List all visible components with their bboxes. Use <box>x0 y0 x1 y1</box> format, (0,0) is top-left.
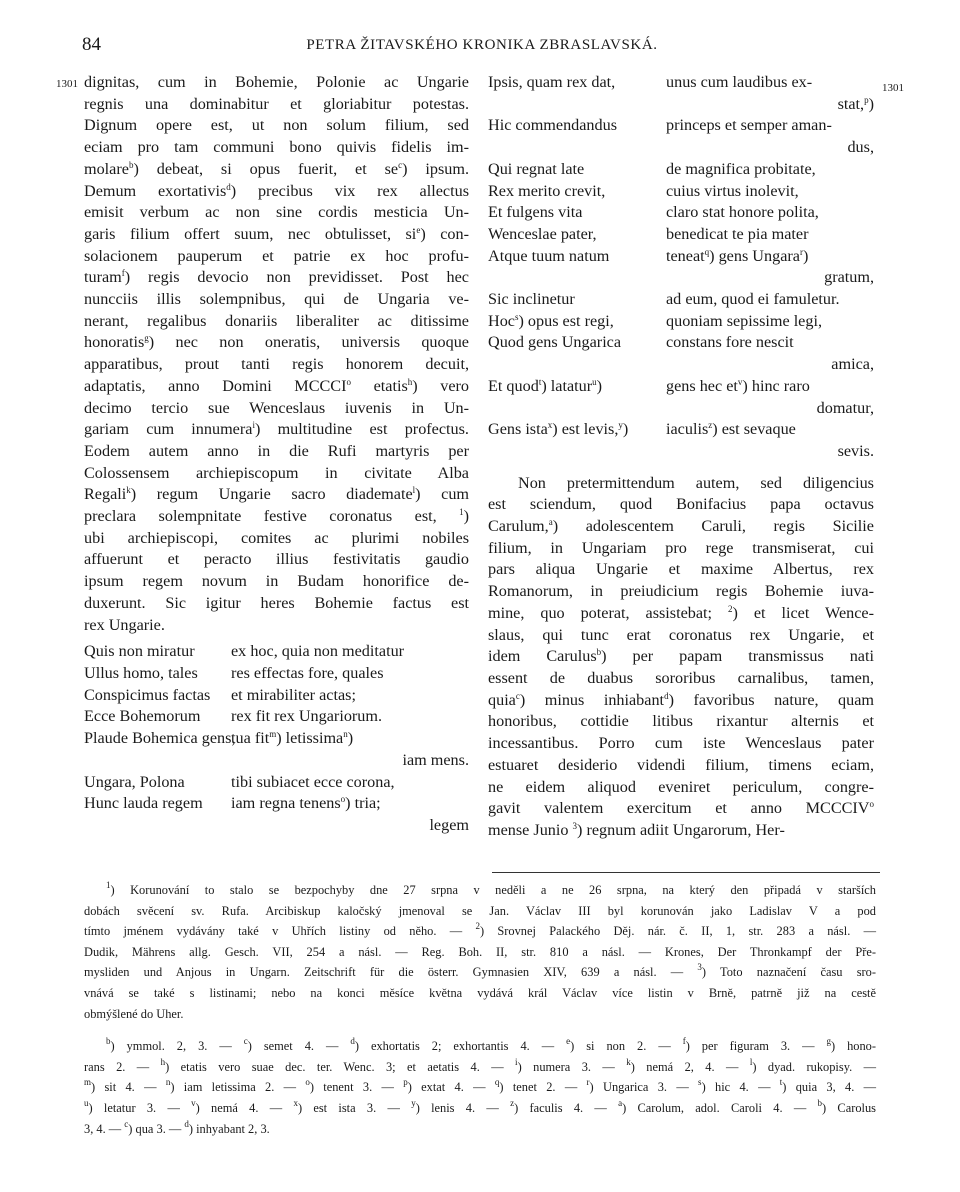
verse-first-half: Ecce Bohemorum <box>84 707 201 726</box>
verse-second-half: constans fore nescit <box>666 333 794 352</box>
page-header <box>82 34 882 60</box>
verse-first-half: Plaude Bohemica gens, <box>84 729 236 748</box>
verse-first-half: Rex merito crevit, <box>488 181 606 200</box>
footnote-line: $^b$) ymmol. 2, 3. — $^c$) semet 4. — $^d$) exhortatis 2; exhortantis 4. — $^e$) si non 2. — $^f$) per figuram 3. — $^g$) hono- <box>106 1036 876 1054</box>
text-line: eciam pro tam communi bono quivis fidelis im- <box>84 138 469 157</box>
verse-line <box>488 289 874 311</box>
verse-runover: sevis. <box>837 441 874 460</box>
footnote-line: $^1$) Korunování to stalo se bezpochyby dne 27 srpna v neděli a ne 26 srpna, na který den připadá v starších <box>106 880 876 897</box>
text-line: adaptatis, anno Domini MCCCI$^o$ etatis$^h$) vero <box>84 376 470 395</box>
text-line: filium, in Ungariam pro rege transmiserat, cui <box>488 538 874 557</box>
verse-line <box>488 376 874 398</box>
verse-line <box>84 706 469 728</box>
verse-line <box>488 332 874 354</box>
verse-runover: dus, <box>847 138 874 157</box>
margin-year-left: 1301 <box>56 78 78 90</box>
text-line: quia$^c$) minus inhiabant$^d$) favoribus nature, quam <box>488 690 875 709</box>
text-line: rex Ungarie. <box>84 615 165 634</box>
text-line: est sciendum, quod Bonifacius papa octavus <box>488 495 874 514</box>
verse-line <box>84 641 469 663</box>
text-line: affuerunt et peracto illius festivitatis gaudio <box>84 550 469 569</box>
footnote-line: $^u$) letatur 3. — $^v$) nemá 4. — $^x$) est ista 3. — $^y$) lenis 4. — $^z$) faculis 4. — $^a$) Carolum, adol. Caroli 4. — $^b$) Carolus <box>84 1097 876 1115</box>
text-line: idem Carulus$^b$) per papam transmissus nati <box>488 647 874 666</box>
text-line: decimo tercio sue Wenceslaus iuvenis in Un- <box>84 398 469 417</box>
footnote-rule <box>492 872 880 873</box>
verse-second-half: iaculis$^z$) est sevaque <box>666 420 796 439</box>
verse-second-half: benedicat te pia mater <box>666 224 809 243</box>
commentary-notes <box>84 880 876 1024</box>
text-line: mine, quo poterat, assistebat; $^2$) et licet Wence- <box>488 603 874 622</box>
text-line: Colossensem archiepiscopum in civitate Alba <box>84 463 469 482</box>
text-line: regnis una dominabitur et gloriabitur potestas. <box>84 94 469 113</box>
verse-line <box>84 772 469 794</box>
verse-first-half: Quod gens Ungarica <box>488 333 622 352</box>
verse-second-half: rex fit rex Ungariorum. <box>231 707 383 726</box>
text-line: slaus, qui tunc erat coronatus rex Ungarie, et <box>488 625 874 644</box>
verse-first-half: Ullus homo, tales <box>84 663 198 682</box>
verse-first-half: Hic commendandus <box>488 116 618 135</box>
verse-second-half: iam regna tenens$^o$) tria; <box>231 794 381 813</box>
verse-first-half: Quis non miratur <box>84 642 195 661</box>
verse-second-half: tua fit$^m$) letissima$^n$) <box>231 729 354 748</box>
text-line: duxerunt. Sic igitur heres Bohemie factus est <box>84 593 469 612</box>
verse-line <box>488 419 874 441</box>
text-line: Carulum,$^a$) adolescentem Caruli, regis Sicilie <box>488 517 874 536</box>
verse-second-half: princeps et semper aman- <box>666 116 832 135</box>
verse-second-half: unus cum laudibus ex- <box>666 73 813 91</box>
verse-runover: gratum, <box>824 268 874 287</box>
verse-line <box>488 224 874 246</box>
text-line: preclara solempnitate festive coronatus est, $^1$) <box>84 507 469 526</box>
margin-year-right: 1301 <box>882 82 904 94</box>
verse-first-half: Sic inclinetur <box>488 290 575 309</box>
left-verse-block <box>84 641 469 836</box>
footnote-line: vnává se také s listinami; nebo na konci měsíce května vydává král Václav více listin v Brně, patrně již na cestě <box>84 985 876 1000</box>
verse-runover: domatur, <box>816 398 874 417</box>
text-line: garis filium offert suum, nec obtulisset, $si^e$) con- <box>84 224 469 243</box>
footnote-line: dobách svěcení sv. Rufa. Arcibiskup kaločský jmenoval se Jan. Václav III byl korunován jako Ladislav V a pod <box>84 903 876 918</box>
text-line: turam$^f$) regis devocio non previdisset. Post hec <box>84 268 469 287</box>
verse-second-half: ex hoc, quia non meditatur <box>231 642 405 661</box>
right-column <box>488 72 874 842</box>
text-line: ubi archiepiscopi, comites ac plurimi nobiles <box>84 528 469 547</box>
verse-second-half: gens hec $et^v$) hinc raro <box>666 376 810 395</box>
verse-first-half: Gens ista$^x$) est levis,$^y$) <box>488 420 629 439</box>
text-line: Romanorum, in preiudicium regis Bohemie iuva- <box>488 582 874 601</box>
footnote-line: rans 2. — $^h$) etatis vero suae dec. ter. Wenc. 3; et aetatis 4. — $^i$) numera 3. — $^k$) nemá 2, 4. — $^l$) dyad. rukopisy. — <box>84 1056 877 1074</box>
text-line: ipsum regem novum in Budam honorifice de- <box>84 572 469 591</box>
verse-second-half: res effectas fore, quales <box>231 663 384 682</box>
verse-first-half: Qui regnat late <box>488 159 585 178</box>
verse-second-half: quoniam sepissime legi, <box>666 311 823 330</box>
verse-line <box>84 793 469 815</box>
verse-first-half: Et quod$^t$) latatur$^u$) <box>488 376 603 395</box>
footnote-line: $^m$) sit 4. — $^n$) iam letissima 2. — $^o$) tenent 3. — $^p$) extat 4. — $^q$) tenet 2. — $^r$) Ungarica 3. — $^s$) hic 4. — $^t$) quia 3, 4. — <box>84 1077 877 1095</box>
verse-line <box>84 728 469 750</box>
text-line: solacionem pauperum et patrie ex hoc profu- <box>84 246 469 265</box>
text-line: honoribus, cottidie litibus rixantur alternis et <box>488 712 874 731</box>
footnotes <box>84 880 876 1139</box>
text-line: emisit verbum ac non sine cordis mesticia Un- <box>84 203 469 222</box>
text-line: apparatibus, prout tanti regis honorem decuit, <box>84 355 469 374</box>
verse-runover: legem <box>429 815 469 834</box>
verse-second-half: et mirabiliter actas; <box>231 685 356 704</box>
verse-first-half: Conspicimus factas <box>84 685 211 704</box>
verse-line <box>488 311 874 333</box>
verse-runover: iam mens. <box>402 750 469 769</box>
text-line: dignitas, cum in Bohemie, Polonie ac Ungarie <box>84 73 469 91</box>
verse-line <box>488 202 874 224</box>
footnote-line: obmýšlené do Uher. <box>84 1006 184 1021</box>
footnote-line: 3, 4. — $^c$) qua 3. — $^d$) inhyabant 2, 3. <box>84 1118 270 1136</box>
verse-runover: stat,$^p$) <box>837 94 874 113</box>
verse-first-half: Atque tuum natum <box>488 246 610 265</box>
variant-readings <box>84 1036 876 1139</box>
text-line: gavit valentem exercitum et anno MCCCIV$^o$ <box>488 799 874 818</box>
footnote-line: Dudik, Mährens allg. Gesch. VII, 254 a násl. — Reg. Boh. II, str. 810 a násl. — Krones, Der Thronkampf der Pře- <box>84 944 876 959</box>
verse-first-half: Hoc$^s$) opus est regi, <box>488 311 614 330</box>
verse-second-half: tibi subiacet ecce corona, <box>231 772 395 791</box>
text-line: Eodem autem anno in die Rufi martyris per <box>84 441 469 460</box>
verse-second-half: de magnifica probitate, <box>666 159 816 178</box>
verse-second-half: ad eum, quod ei famuletur. <box>666 290 840 309</box>
text-line: essent de duabus sororibus carnalibus, tamen, <box>488 668 874 687</box>
text-line: nerant, regalibus donariis liberaliter ac ditissime <box>84 311 469 330</box>
text-line: Non pretermittendum autem, sed diligencius <box>518 473 874 492</box>
text-line: estuaret desiderio videndi filium, timens eciam, <box>488 755 874 774</box>
text-line: Regali$^k$) regum Ungarie sacro diademate$^l$) cum <box>84 485 469 504</box>
page-number: 84 <box>82 34 101 55</box>
verse-line <box>488 181 874 203</box>
text-line: gariam cum innumera$^i$) multitudine est profectus. <box>84 420 469 439</box>
right-prose-block <box>488 473 874 842</box>
verse-line <box>84 663 469 685</box>
text-line: Dignum opere est, ut non solum filium, sed <box>84 116 469 135</box>
verse-line <box>84 685 469 707</box>
verse-second-half: claro stat honore polita, <box>666 203 819 222</box>
footnote-line: mysliden und Anjous in Ungarn. Zeitschrift für die österr. Gymnasien XIV, 639 a násl. — $^3$) Toto naznačení času sro- <box>84 962 876 980</box>
right-verse-block <box>488 72 874 463</box>
verse-line <box>488 72 874 94</box>
text-line: Demum exortativis$^d$) precibus vix rex allectus <box>84 181 469 200</box>
verse-line <box>488 159 874 181</box>
verse-line <box>488 246 874 268</box>
left-column <box>84 72 469 837</box>
left-prose-block <box>84 72 469 636</box>
text-line: nuncciis illis solempnibus, qui de Ungaria ve- <box>84 290 469 309</box>
verse-first-half: Hunc lauda regem <box>84 794 203 813</box>
verse-first-half: Wenceslae pater, <box>488 224 597 243</box>
verse-line <box>488 115 874 137</box>
verse-first-half: Ipsis, quam rex dat, <box>488 73 616 91</box>
verse-runover: amica, <box>831 355 874 374</box>
verse-second-half: cuius virtus inolevit, <box>666 181 799 200</box>
text-line: honoratis$^g$) nec non oneratis, universis quoque <box>84 333 469 352</box>
text-line: ne eidem aliquod eveniret periculum, congre- <box>488 777 874 796</box>
text-line: incessantibus. Porro cum iste Wenceslaus pater <box>488 734 874 753</box>
text-line: molare$^b$) debeat, si opus fuerit, et $se^c$) ipsum. <box>84 159 469 178</box>
verse-first-half: Ungara, Polona <box>84 772 185 791</box>
footnote-line: tímto jménem vydávány také v Uhřích listiny od něho. — $^2$) Srovnej Palackého Děj. nár. č. II, 1, str. 283 a násl. — <box>84 921 876 939</box>
text-line: mense Junio $^3$) regnum adiit Ungarorum, Her- <box>488 820 785 839</box>
verse-second-half: teneat$^q$) gens Ungara$^r$) <box>666 246 809 265</box>
text-line: pars aliqua Ungarie et maxime Albertus, rex <box>488 560 874 579</box>
running-head: PETRA ŽITAVSKÉHO KRONIKA ZBRASLAVSKÁ. <box>306 37 658 53</box>
verse-first-half: Et fulgens vita <box>488 203 583 222</box>
